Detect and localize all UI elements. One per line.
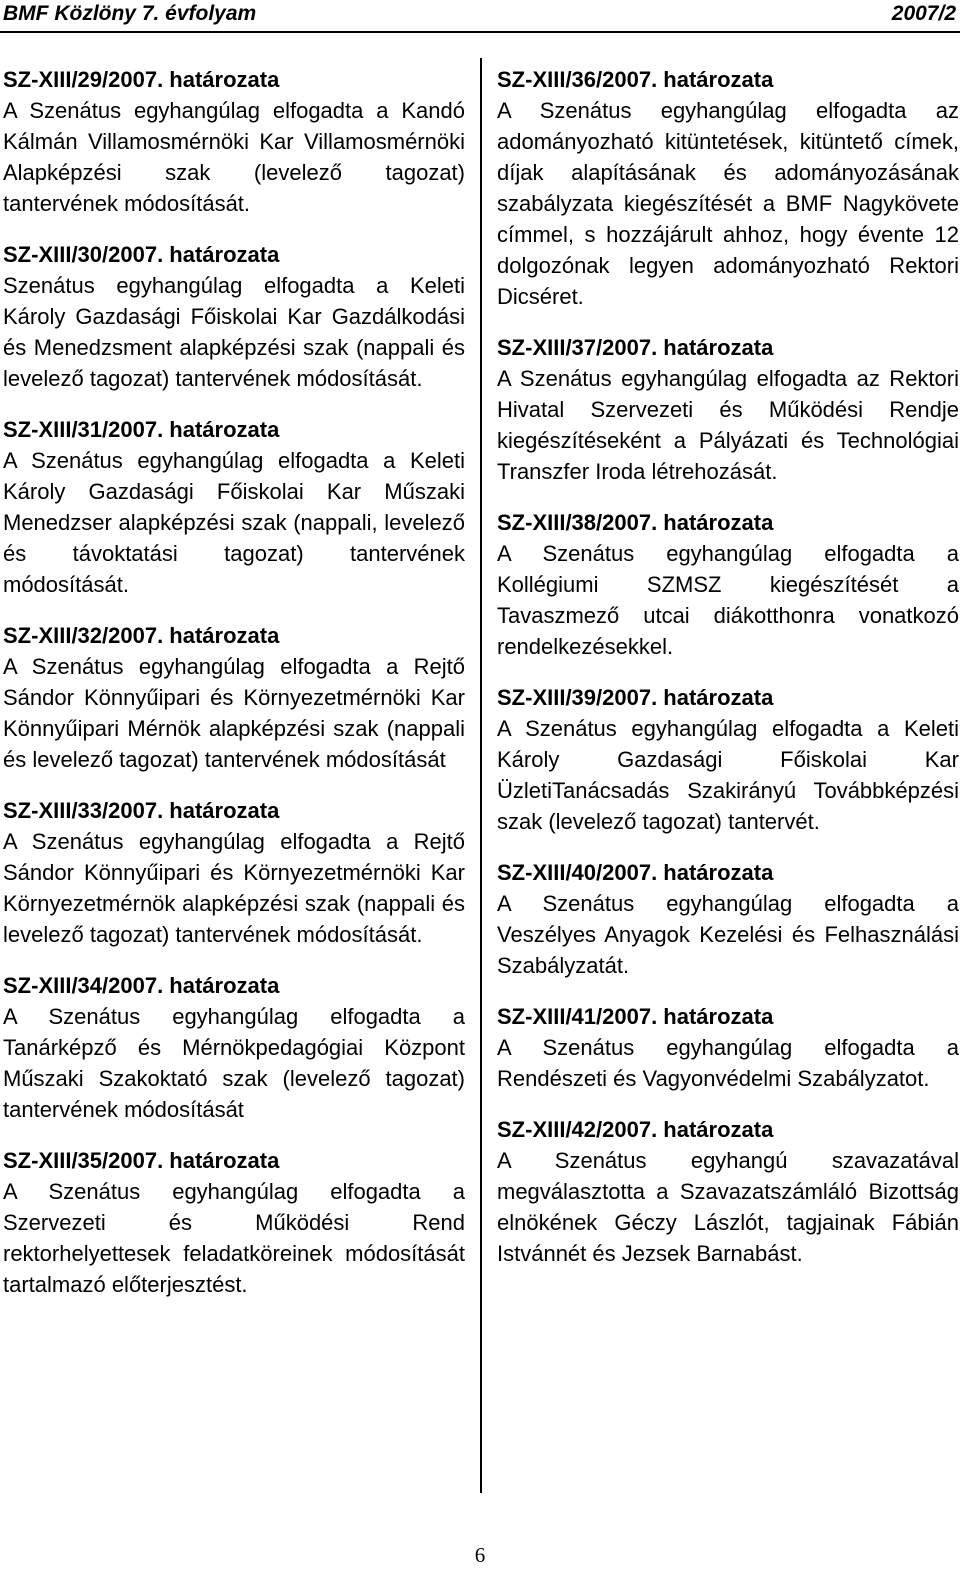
resolution-text: A Szenátus egyhangúlag elfogadta a Keleti Károly Gazdasági Főiskolai Kar Műszaki Menedzser alapképzési szak (nappali, levelező és távoktatási tagozat) tantervének módosítását. (3, 448, 465, 597)
resolution-text: A Szenátus egyhangúlag elfogadta a Veszélyes Anyagok Kezelési és Felhasználási Szabályzatát. (497, 891, 959, 978)
resolution-35 (3, 1145, 465, 1300)
resolution-ref: SZ-XIII/37/2007. határozata (497, 335, 774, 360)
resolution-32 (3, 620, 465, 775)
resolution-30 (3, 239, 465, 394)
resolution-ref: SZ-XIII/38/2007. határozata (497, 510, 774, 535)
resolution-ref: SZ-XIII/39/2007. határozata (497, 685, 774, 710)
resolution-text: A Szenátus egyhangúlag elfogadta a Tanárképző és Mérnökpedagógiai Központ Műszaki Szakoktató szak (levelező tagozat) tantervének módosítását (3, 1004, 465, 1122)
resolution-text: Szenátus egyhangúlag elfogadta a Keleti Károly Gazdasági Főiskolai Kar Gazdálkodási és Menedzsment alapképzési szak (nappali és levelező tagozat) tantervének módosítását. (3, 273, 465, 391)
resolution-text: A Szenátus egyhangúlag elfogadta a Szervezeti és Működési Rend rektorhelyettesek feladatköreinek módosítását tartalmazó előterjesztést. (3, 1179, 465, 1297)
resolution-text: A Szenátus egyhangúlag elfogadta a Keleti Károly Gazdasági Főiskolai Kar ÜzletiTanácsadás Szakirányú Továbbképzési szak (levelező tagozat) tantervét. (497, 716, 959, 834)
resolution-text: A Szenátus egyhangúlag elfogadta az Rektori Hivatal Szervezeti és Működési Rendje kiegészítéseként a Pályázati és Technológiai Transzfer Iroda létrehozását. (497, 366, 959, 484)
resolution-36 (497, 64, 959, 312)
resolution-ref: SZ-XIII/35/2007. határozata (3, 1148, 280, 1173)
issue-number: 2007/2 (891, 2, 956, 25)
column-divider (480, 58, 482, 1493)
resolution-37 (497, 332, 959, 487)
resolution-29 (3, 64, 465, 219)
resolution-ref: SZ-XIII/34/2007. határozata (3, 973, 280, 998)
page-number: 6 (474, 1543, 486, 1567)
resolution-42 (497, 1114, 959, 1269)
resolution-ref: SZ-XIII/32/2007. határozata (3, 623, 280, 648)
resolution-41 (497, 1001, 959, 1094)
resolution-40 (497, 857, 959, 981)
resolution-text: A Szenátus egyhangúlag elfogadta a Kollégiumi SZMSZ kiegészítését a Tavaszmező utcai diákotthonra vonatkozó rendelkezésekkel. (497, 541, 959, 659)
resolution-34 (3, 970, 465, 1125)
left-column (3, 64, 465, 1320)
resolution-ref: SZ-XIII/36/2007. határozata (497, 67, 774, 92)
resolution-ref: SZ-XIII/31/2007. határozata (3, 417, 280, 442)
right-column (497, 64, 959, 1289)
resolution-text: A Szenátus egyhangúlag elfogadta a Kandó Kálmán Villamosmérnöki Kar Villamosmérnöki Alapképzési szak (levelező tagozat) tantervének módosítását. (3, 98, 465, 216)
resolution-text: A Szenátus egyhangúlag elfogadta az adományozható kitüntetések, kitüntető címek, díjak alapításának és adományozásának szabályzata kiegészítését a BMF Nagykövete címmel, s hozzájárult ahhoz, hogy évente 12 dolgozónak legyen adományozható Rektori Dicséret. (497, 98, 959, 309)
resolution-33 (3, 795, 465, 950)
resolution-ref: SZ-XIII/42/2007. határozata (497, 1117, 774, 1142)
resolution-ref: SZ-XIII/30/2007. határozata (3, 242, 280, 267)
resolution-text: A Szenátus egyhangúlag elfogadta a Rejtő Sándor Könnyűipari és Környezetmérnöki Kar Könnyűipari Mérnök alapképzési szak (nappali és levelező tagozat) tantervének módosítását (3, 654, 465, 772)
resolution-39 (497, 682, 959, 837)
resolution-ref: SZ-XIII/33/2007. határozata (3, 798, 280, 823)
resolution-ref: SZ-XIII/29/2007. határozata (3, 67, 280, 92)
header-rule (0, 31, 960, 33)
resolution-ref: SZ-XIII/41/2007. határozata (497, 1004, 774, 1029)
resolution-38 (497, 507, 959, 662)
resolution-text: A Szenátus egyhangúlag elfogadta a Rejtő Sándor Könnyűipari és Környezetmérnöki Kar Környezetmérnök alapképzési szak (nappali és levelező tagozat) tantervének módosítását. (3, 829, 465, 947)
journal-title: BMF Közlöny 7. évfolyam (3, 2, 257, 25)
resolution-text: A Szenátus egyhangú szavazatával megválasztotta a Szavazatszámláló Bizottság elnökének Géczy Lászlót, tagjainak Fábián Istvánnét és Jezsek Barnabást. (497, 1148, 959, 1266)
resolution-ref: SZ-XIII/40/2007. határozata (497, 860, 774, 885)
resolution-text: A Szenátus egyhangúlag elfogadta a Rendészeti és Vagyonvédelmi Szabályzatot. (497, 1035, 959, 1091)
page-header (0, 0, 960, 34)
resolution-31 (3, 414, 465, 600)
